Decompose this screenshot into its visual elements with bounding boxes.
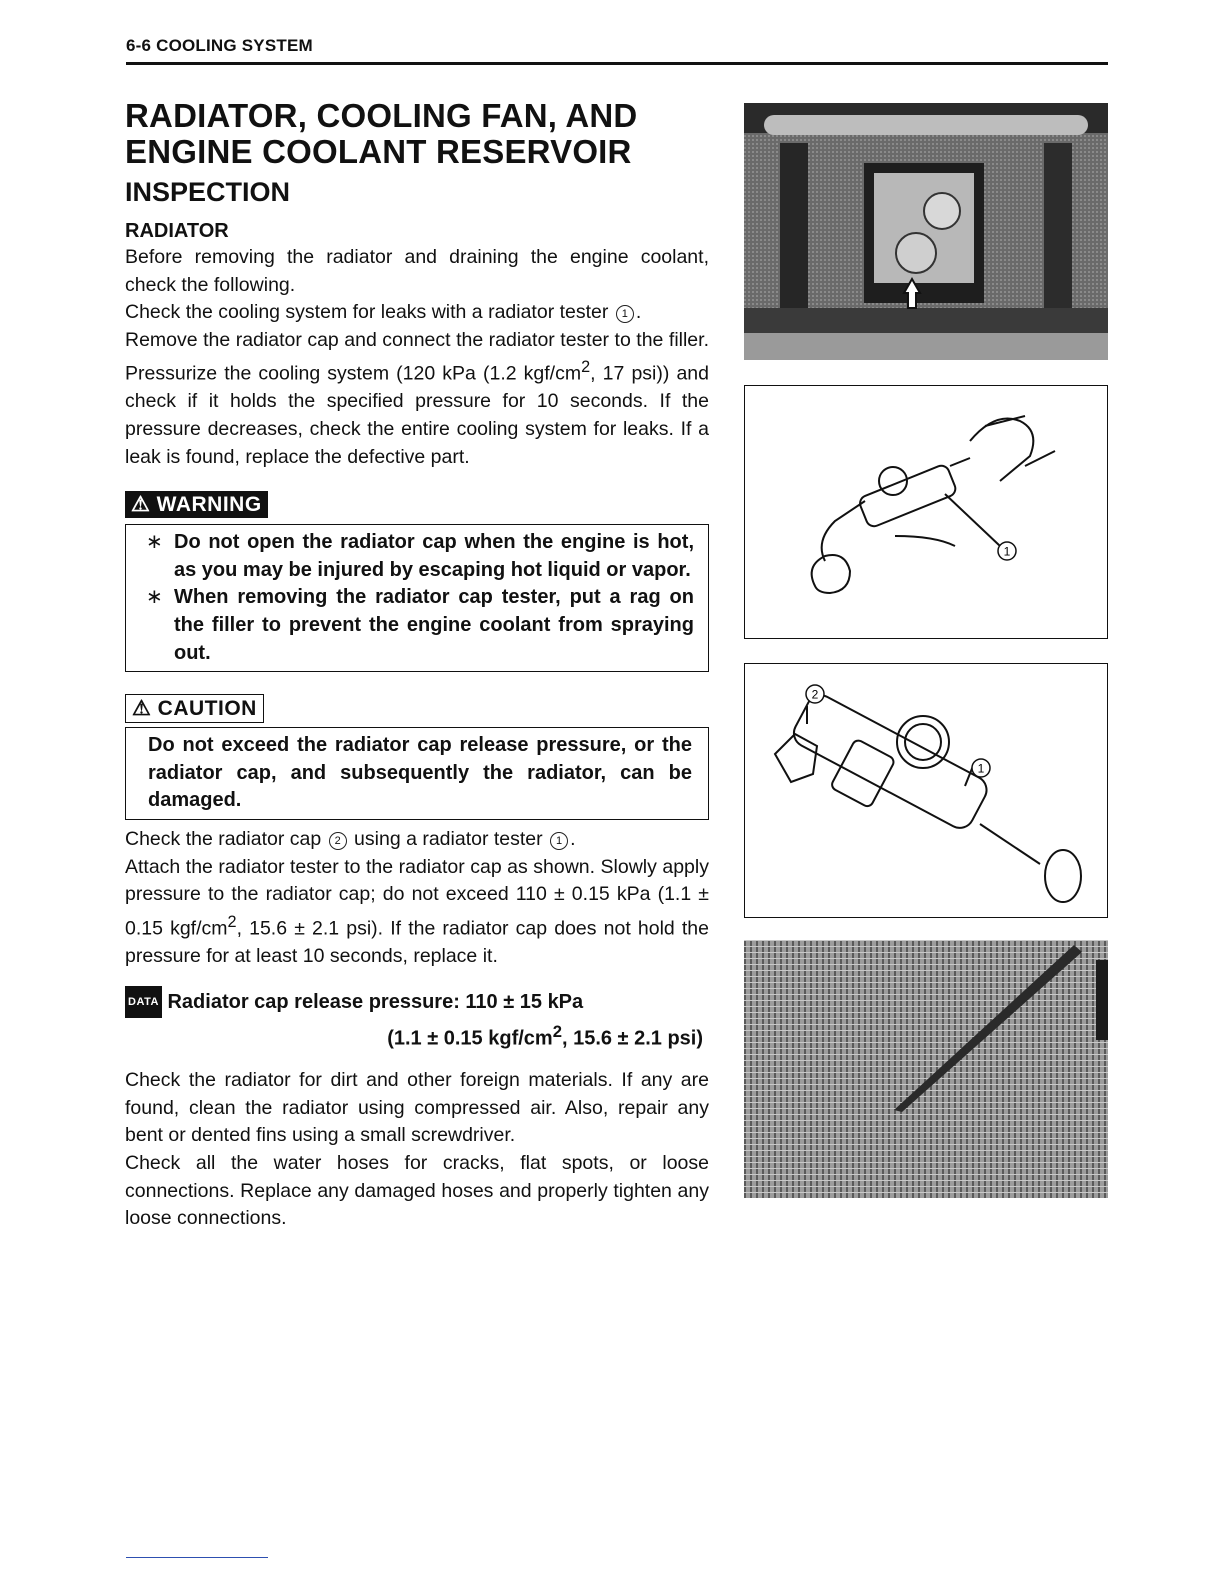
callout-1-marker: 1	[550, 832, 568, 850]
hose-check-paragraph: Check all the water hoses for cracks, flat spots, or loose connections. Replace any damaged hoses and properly tighten any loose connections.	[125, 1151, 709, 1230]
tester-on-filler-drawing	[744, 385, 1108, 639]
warning-box	[125, 524, 709, 672]
spec-text: Radiator cap release pressure: 110 ± 15 kPa	[167, 991, 584, 1014]
intro-paragraph: Before removing the radiator and draining the engine coolant, check the following.	[125, 246, 709, 296]
pressurize-paragraph: Remove the radiator cap and connect the radiator tester to the filler. Pressurize the cooling system (120 kPa (1.2 kgf/$cm^2$, 17 psi)) and check if it holds the specified pressure for 10 seconds. If the pressure decreases, check the entire cooling system for leaks. If a leak is found, replace the defective part.	[125, 328, 710, 468]
text-column	[125, 98, 709, 1233]
radiator-heading: RADIATOR	[125, 220, 229, 242]
leak-check-paragraph: Check the cooling system for leaks with a radiator tester 1 .	[125, 301, 642, 324]
cap-test-paragraph: Attach the radiator tester to the radiator cap as shown. Slowly apply pressure to the radiator cap; do not exceed 110 ± 0.15 kPa (1.1 ± 0.15 kgf/$cm^2$, 15.6 ± 2.1 psi). If the radiator cap does not hold the pressure for at least 10 seconds, replace it.	[125, 855, 710, 967]
section-title	[125, 98, 709, 170]
warning-label: ⚠ WARNING	[125, 491, 268, 518]
header-rule	[126, 62, 1108, 65]
figure-callout: 1	[1003, 544, 1011, 559]
data-icon: DATA	[125, 986, 162, 1018]
callout-1-marker: 1	[616, 305, 634, 323]
figure-callout: 1	[977, 761, 985, 776]
section-title-line1: RADIATOR, COOLING FAN, AND	[125, 97, 638, 134]
caution-label: ⚠ CAUTION	[125, 694, 264, 723]
dirt-check-paragraph: Check the radiator for dirt and other foreign materials. If any are found, clean the radiator using compressed air. Also, repair any bent or dented fins using a small screwdriver.	[125, 1069, 709, 1147]
inspection-heading: INSPECTION	[125, 177, 291, 207]
tester-on-cap-drawing	[744, 663, 1108, 918]
cap-check-paragraph: Check the radiator cap 2 using a radiator tester 1 .	[125, 828, 576, 850]
asterisk-icon: ∗	[146, 531, 163, 554]
callout-2-marker: 2	[329, 832, 347, 850]
radiator-fins-photo	[744, 940, 1108, 1198]
asterisk-icon: ∗	[146, 586, 163, 609]
page-header: 6-6 COOLING SYSTEM	[126, 36, 313, 55]
spec-line-2: (1.1 ± 0.15 kgf/$cm^2$, 15.6 ± 2.1 psi)	[387, 1022, 703, 1051]
figure-callout: 2	[811, 687, 819, 702]
warning-item: ∗ Do not open the radiator cap when the engine is hot, as you may be injured by escaping hot liquid or vapor.	[146, 531, 694, 581]
footer-rule	[126, 1557, 268, 1558]
section-title-line2: ENGINE COOLANT RESERVOIR	[125, 133, 632, 170]
filler-photo	[744, 103, 1108, 360]
warning-item: ∗ When removing the radiator cap tester, put a rag on the filler to prevent the engine coolant from spraying out.	[146, 586, 694, 664]
spec-line	[125, 986, 709, 1018]
caution-box: Do not exceed the radiator cap release pressure, or the radiator cap, and subsequently the radiator, can be damaged.	[125, 727, 709, 820]
